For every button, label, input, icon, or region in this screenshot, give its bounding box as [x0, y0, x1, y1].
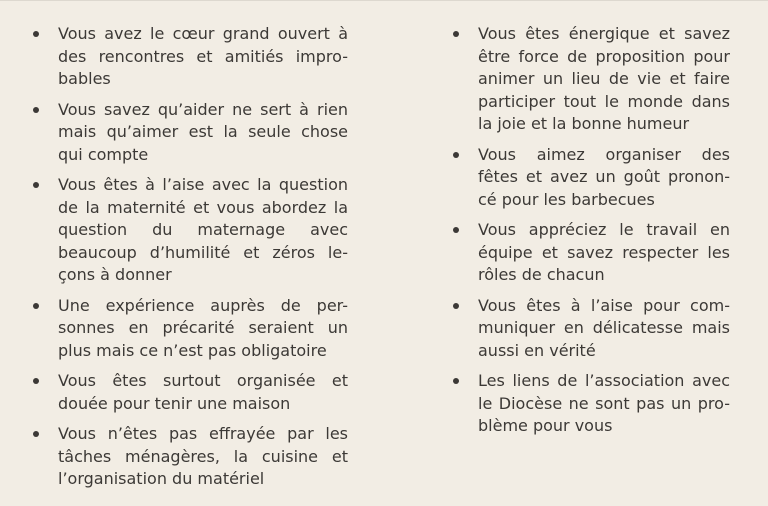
bullet-line: la joie et la bonne humeur — [478, 114, 690, 133]
bullet-icon — [33, 303, 39, 309]
bullet-line: l’organisation du matériel — [58, 469, 265, 488]
bullet-icon — [453, 31, 459, 37]
bullet-icon — [33, 182, 39, 188]
bullet-item — [478, 370, 730, 438]
bullet-line: rôles de chacun — [478, 265, 605, 284]
bullet-text — [478, 295, 730, 363]
bullet-line: aussi en vérité — [478, 340, 596, 360]
bullet-line: çons à donner — [58, 265, 172, 284]
bullet-line: Les liens de l’association avec — [478, 371, 730, 390]
bullet-icon — [33, 378, 39, 384]
bullet-line: Vous n’êtes pas effrayée par les — [58, 424, 348, 443]
bullet-item — [478, 219, 730, 287]
bullet-item — [478, 23, 730, 136]
bullet-item — [58, 370, 348, 415]
bullet-line: des rencontres et amitiés impro- — [58, 46, 348, 66]
bullet-line: Une expérience auprès de per- — [58, 295, 348, 315]
bullet-line: douée pour tenir une maison — [58, 393, 291, 413]
bullet-item — [478, 144, 730, 212]
bullet-text — [58, 423, 348, 491]
bullet-line: bables — [58, 69, 111, 88]
bullet-icon — [33, 107, 39, 113]
bullet-icon — [453, 303, 459, 309]
bullet-line: Vous êtes à l’aise avec la question — [58, 175, 348, 194]
bullet-line: être force de proposition pour — [478, 46, 730, 66]
bullet-icon — [453, 378, 459, 384]
bullet-line: qui compte — [58, 144, 149, 164]
bullet-line: participer tout le monde dans — [478, 91, 730, 111]
bullet-text — [478, 370, 730, 438]
bullet-text — [58, 295, 348, 363]
bullet-text — [58, 370, 348, 415]
bullet-line: Vous appréciez le travail en — [478, 220, 730, 239]
bullet-line: mais qu’aimer est la seule chose — [58, 122, 348, 141]
bullet-line: blème pour vous — [478, 416, 613, 435]
bullet-line: Vous aimez organiser des — [478, 144, 730, 164]
bullet-item — [58, 423, 348, 491]
bullet-line: Vous êtes à l’aise pour com- — [478, 295, 730, 315]
bullet-item — [478, 295, 730, 363]
bullet-line: animer un lieu de vie et faire — [478, 69, 730, 88]
bullet-line: Vous êtes énergique et savez — [478, 24, 730, 43]
bullet-line: cé pour les barbecues — [478, 189, 655, 209]
bullet-item — [58, 174, 348, 287]
bullet-line: de la maternité et vous abordez la — [58, 197, 348, 217]
bullet-line: équipe et savez respecter les — [478, 242, 730, 262]
bullet-line: sonnes en précarité seraient un — [58, 318, 348, 337]
bullet-text — [478, 23, 730, 136]
bullet-item — [58, 99, 348, 167]
bullet-line: le Diocèse ne sont pas un pro- — [478, 393, 730, 413]
bullet-line: Vous êtes surtout organisée et — [58, 371, 348, 390]
bullet-column-right — [478, 23, 730, 446]
bullet-line: Vous savez qu’aider ne sert à rien — [58, 99, 348, 119]
bullet-line: beaucoup d’humilité et zéros le- — [58, 242, 348, 262]
bullet-text — [478, 219, 730, 287]
bullet-icon — [453, 227, 459, 233]
bullet-item — [58, 295, 348, 363]
bullet-text — [478, 144, 730, 212]
bullet-text — [58, 23, 348, 91]
bullet-line: muniquer en délicatesse mais — [478, 318, 730, 337]
bullet-line: question du maternage avec — [58, 220, 348, 239]
bullet-line: fêtes et avez un goût pronon- — [478, 167, 730, 186]
bullet-text — [58, 174, 348, 287]
bullet-icon — [33, 31, 39, 37]
bullet-text — [58, 99, 348, 167]
bullet-icon — [33, 431, 39, 437]
bullet-line: plus mais ce n’est pas obligatoire — [58, 340, 327, 360]
bullet-line: Vous avez le cœur grand ouvert à — [58, 24, 348, 43]
bullet-item — [58, 23, 348, 91]
bullet-column-left — [58, 23, 348, 499]
bullet-icon — [453, 152, 459, 158]
bullet-line: tâches ménagères, la cuisine et — [58, 446, 348, 466]
